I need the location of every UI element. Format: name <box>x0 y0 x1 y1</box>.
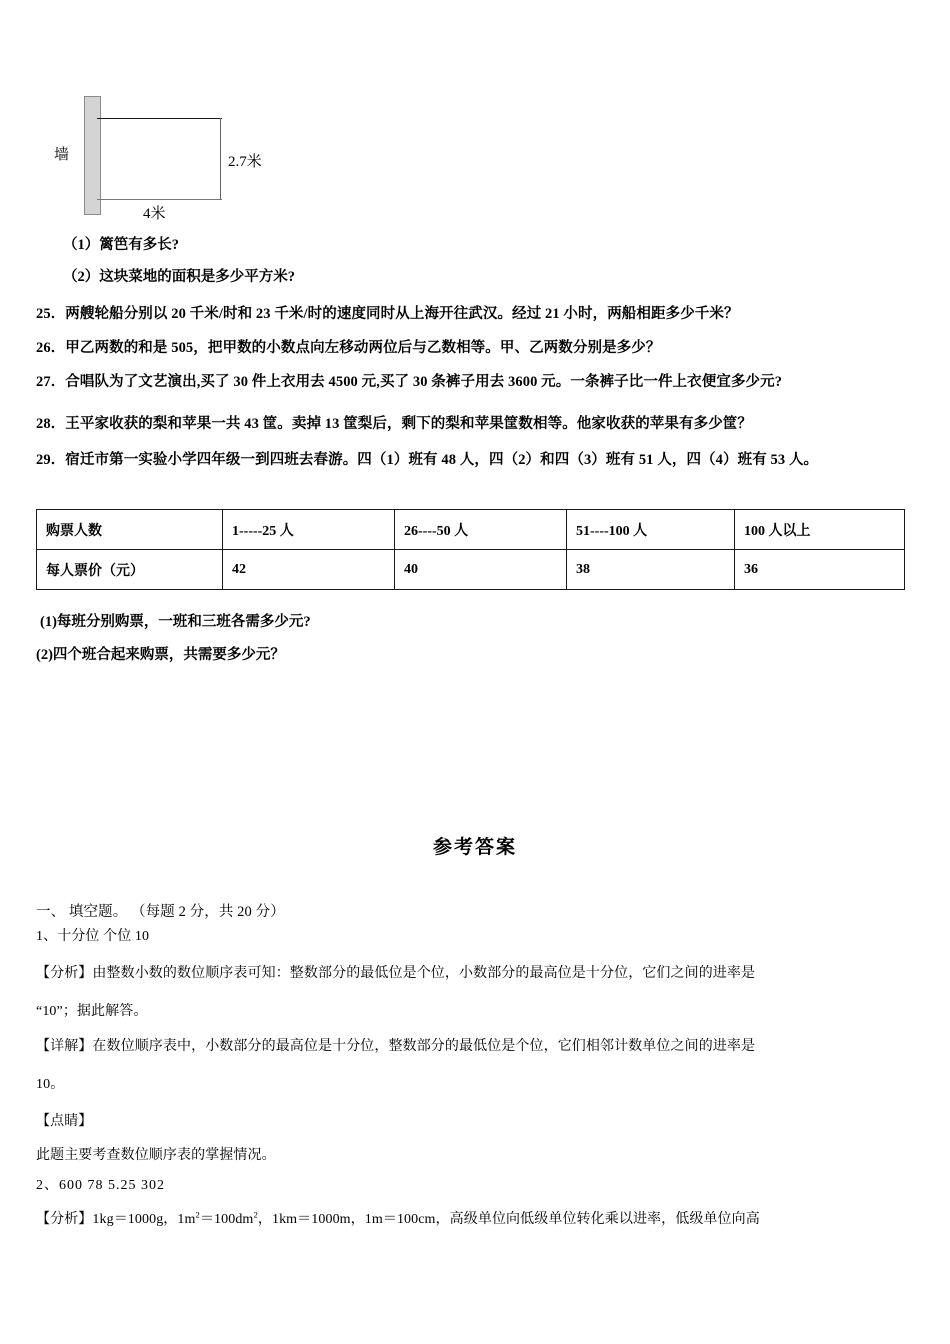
question-26: 26．甲乙两数的和是 505，把甲数的小数点向左移动两位后与乙数相等。甲、乙两数分别是多少？ <box>36 340 661 356</box>
table-cell-price-1: 42 <box>223 550 395 590</box>
answer-item-1-tip-text: 此题主要考查数位顺序表的掌握情况。 <box>36 1148 276 1163</box>
table-sub-question-1: (1)每班分别购票，一班和三班各需多少元? <box>40 614 311 630</box>
plot-rectangle-top-edge <box>97 118 222 119</box>
plot-rectangle-right-edge <box>220 118 221 200</box>
answer-item-1-analysis-line-1: 【分析】由整数小数的数位顺序表可知：整数部分的最低位是个位，小数部分的最高位是十分位，它们之间的进率是 <box>36 966 756 981</box>
table-cell-price-3: 38 <box>567 550 735 590</box>
answer-item-1-tip-label: 【点睛】 <box>36 1114 93 1129</box>
answers-title: 参考答案 <box>432 837 517 858</box>
table-sub-question-2: (2)四个班合起来购票，共需要多少元？ <box>36 647 285 663</box>
answer-item-2-analysis-prefix: 【分析】1kg＝1000g，1m <box>36 1212 196 1227</box>
table-cell-range-3: 51----100 人 <box>567 510 735 550</box>
table-cell-price-header: 每人票价（元） <box>37 550 223 590</box>
diagram-sub-question-1: （1）篱笆有多长? <box>63 237 179 253</box>
answer-item-2-analysis-mid-1: ＝100dm <box>199 1212 254 1227</box>
answer-item-2-analysis <box>36 1208 926 1228</box>
table-cell-range-1: 1-----25 人 <box>223 510 395 550</box>
table-cell-range-4: 100 人以上 <box>735 510 905 550</box>
table-row <box>37 510 905 550</box>
plot-rectangle-bottom-edge <box>97 199 222 200</box>
answer-item-1-analysis-line-2: “10”；据此解答。 <box>36 1004 148 1019</box>
answer-section-heading: 一、 填空题。 （每题 2 分，共 20 分） <box>36 904 285 920</box>
answer-item-1-detail-line-2: 10。 <box>36 1077 65 1092</box>
table-cell-price-4: 36 <box>735 550 905 590</box>
wall-label: 墙 <box>54 147 70 163</box>
plot-height-label: 2.7米 <box>228 154 262 170</box>
table-cell-range-2: 26----50 人 <box>395 510 567 550</box>
question-28: 28．王平家收获的梨和苹果一共 43 筐。卖掉 13 筐梨后，剩下的梨和苹果筐数相等。他家收获的苹果有多少筐？ <box>36 416 752 432</box>
table-cell-people-count-header: 购票人数 <box>37 510 223 550</box>
answer-item-2-label: 2、600 78 5.25 302 <box>36 1178 165 1193</box>
answer-item-1-label: 1、十分位 个位 10 <box>36 929 150 944</box>
plot-rectangle-shape <box>97 118 221 200</box>
ticket-price-table <box>36 509 905 590</box>
question-29: 29．宿迁市第一实验小学四年级一到四班去春游。四（1）班有 48 人，四（2）和四（3）班有 51 人，四（4）班有 53 人。 <box>36 452 819 468</box>
table-row <box>37 550 905 590</box>
vegetable-plot-diagram <box>0 0 950 228</box>
plot-width-label: 4米 <box>143 206 166 222</box>
diagram-sub-question-2: （2）这块菜地的面积是多少平方米? <box>63 269 295 285</box>
answer-item-1-detail-line-1: 【详解】在数位顺序表中，小数部分的最高位是十分位，整数部分的最低位是个位，它们相邻计数单位之间的进率是 <box>36 1039 756 1054</box>
answer-item-2-superscript-2: 2 <box>253 1209 258 1220</box>
answer-item-2-superscript-1: 2 <box>195 1209 200 1220</box>
question-27: 27．合唱队为了文艺演出,买了 30 件上衣用去 4500 元,买了 30 条裤子用去 3600 元。一条裤子比一件上衣便宜多少元? <box>36 374 783 390</box>
question-25: 25．两艘轮船分别以 20 千米/时和 23 千米/时的速度同时从上海开往武汉。经过 21 小时，两船相距多少千米？ <box>36 306 739 322</box>
table-cell-price-2: 40 <box>395 550 567 590</box>
answer-item-2-analysis-mid-2: ，1km＝1000m，1m＝100cm，高级单位向低级单位转化乘以进率，低级单位向高 <box>257 1212 760 1227</box>
